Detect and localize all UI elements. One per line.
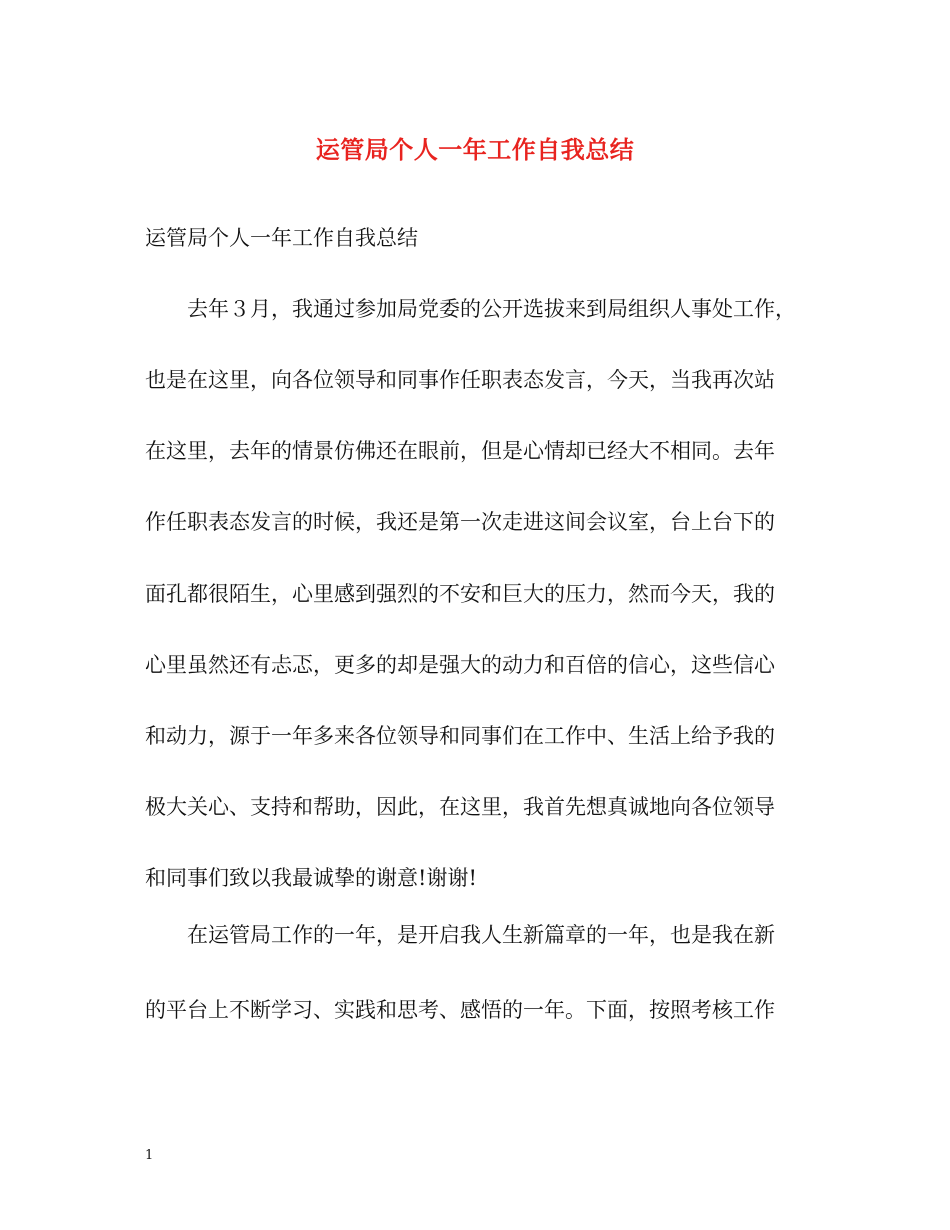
paragraph-line: 心里虽然还有忐忑，更多的却是强大的动力和百倍的信心，这些信心 [145,653,775,677]
paragraph-line: 作任职表态发言的时候，我还是第一次走进这间会议室，台上台下的 [145,510,775,534]
paragraph-line: 的平台上不断学习、实践和思考、感悟的一年。下面，按照考核工作 [145,998,775,1022]
paragraph-line: 去年３月，我通过参加局党委的公开选拔来到局组织人事处工作， [187,297,796,321]
paragraph-line: 和动力，源于一年多来各位领导和同事们在工作中、生活上给予我的 [145,724,775,748]
document-subtitle: 运管局个人一年工作自我总结 [145,226,418,250]
paragraph-line: 和同事们致以我最诚挚的谢意!谢谢! [145,866,477,890]
paragraph-line: 在这里，去年的情景仿佛还在眼前，但是心情却已经大不相同。去年 [145,439,775,463]
paragraph-line: 极大关心、支持和帮助，因此，在这里，我首先想真诚地向各位领导 [145,795,775,819]
paragraph-line: 面孔都很陌生，心里感到强烈的不安和巨大的压力，然而今天，我的 [145,582,775,606]
page-number: 1 [145,1148,154,1163]
document-title: 运管局个人一年工作自我总结 [315,136,635,164]
paragraph-line: 也是在这里，向各位领导和同事作任职表态发言，今天，当我再次站 [145,368,775,392]
paragraph-line: 在运管局工作的一年，是开启我人生新篇章的一年，也是我在新 [187,923,775,947]
